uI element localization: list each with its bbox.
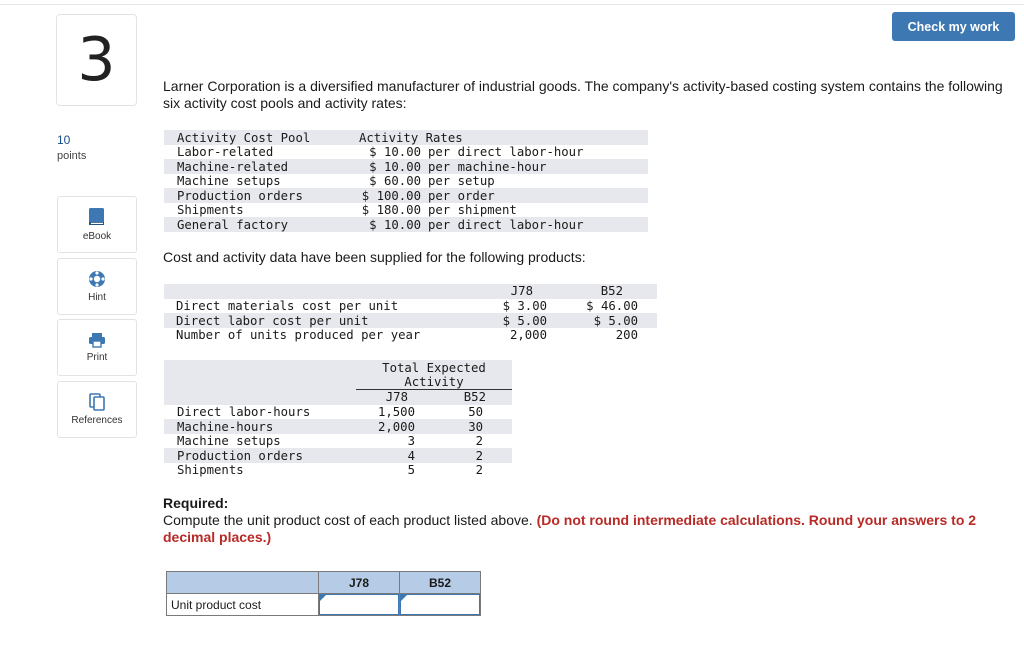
activity-b52-value: 2	[475, 434, 483, 448]
print-label: Print	[86, 352, 108, 363]
activity-label: Shipments	[177, 463, 244, 477]
costs-col-j78: J78	[510, 284, 533, 298]
rates-amount: $ 10.00	[369, 160, 421, 174]
points-label: points	[57, 150, 87, 162]
ebook-label: eBook	[82, 231, 112, 242]
costs-b52-value: $ 46.00	[586, 299, 638, 313]
references-icon	[89, 393, 105, 411]
activity-header-line1: Total Expected	[382, 361, 486, 375]
costs-j78-value: $ 5.00	[502, 314, 547, 328]
required-instruction: Compute the unit product cost of each product listed above.	[163, 512, 533, 528]
rates-unit: per direct labor-hour	[428, 218, 584, 232]
rates-pool: Shipments	[177, 203, 244, 217]
cost-data-sentence: Cost and activity data have been supplied for the following products:	[163, 249, 586, 265]
activity-b52-value: 2	[475, 449, 483, 463]
hint-button[interactable]	[57, 258, 137, 315]
activity-b52-value: 2	[475, 463, 483, 477]
rates-amount: $ 10.00	[369, 218, 421, 232]
rates-amount: $ 180.00	[361, 203, 421, 217]
activity-header-line2: Activity	[404, 375, 464, 389]
costs-col-b52: B52	[600, 284, 623, 298]
costs-label: Number of units produced per year	[176, 328, 421, 342]
activity-label: Machine-hours	[177, 420, 274, 434]
rates-amount: $ 10.00	[369, 145, 421, 159]
activity-b52-value: 30	[468, 420, 483, 434]
answer-col-b52: B52	[400, 572, 481, 594]
input-flag-icon	[401, 595, 407, 601]
activity-j78-value: 3	[407, 434, 415, 448]
activity-j78-value: 2,000	[377, 420, 415, 434]
answer-row	[167, 594, 481, 616]
costs-j78-value: $ 3.00	[502, 299, 547, 313]
rates-header-pool: Activity Cost Pool	[177, 131, 311, 145]
ebook-button[interactable]	[57, 196, 137, 253]
rates-amount: $ 100.00	[361, 189, 421, 203]
rates-unit: per machine-hour	[428, 160, 547, 174]
rates-pool: Labor-related	[177, 145, 274, 159]
costs-j78-value: 2,000	[509, 328, 547, 342]
hint-icon	[88, 270, 106, 288]
costs-b52-value: 200	[615, 328, 638, 342]
unit-product-cost-label: Unit product cost	[167, 594, 319, 616]
required-heading: Required:	[163, 495, 229, 511]
activity-label: Direct labor-hours	[177, 405, 311, 419]
b52-cell	[400, 594, 481, 616]
required-text	[163, 512, 1013, 546]
activity-label: Machine setups	[177, 434, 281, 448]
rates-pool: General factory	[177, 218, 289, 232]
activity-col-j78: J78	[385, 390, 408, 404]
j78-unit-cost-input[interactable]	[319, 594, 399, 615]
rates-amount: $ 60.00	[369, 174, 421, 188]
activity-b52-value: 50	[468, 405, 483, 419]
input-flag-icon	[320, 595, 326, 601]
book-icon	[88, 207, 106, 227]
rates-pool: Machine-related	[177, 160, 289, 174]
rates-pool: Machine setups	[177, 174, 281, 188]
references-label: References	[71, 415, 123, 426]
j78-cell	[319, 594, 400, 616]
question-number: 3	[56, 14, 137, 106]
rates-header-rates: Activity Rates	[359, 131, 463, 145]
print-button[interactable]	[57, 319, 137, 376]
activity-j78-value: 5	[407, 463, 415, 477]
rates-pool: Production orders	[177, 189, 303, 203]
activity-col-b52: B52	[463, 390, 486, 404]
references-button[interactable]	[57, 381, 137, 438]
costs-label: Direct labor cost per unit	[176, 314, 369, 328]
rates-unit: per direct labor-hour	[428, 145, 584, 159]
activity-j78-value: 1,500	[377, 405, 415, 419]
printer-icon	[88, 332, 106, 348]
check-my-work-button[interactable]: Check my work	[892, 12, 1015, 41]
problem-intro: Larner Corporation is a diversified manufacturer of industrial goods. The company's activity-based costing system contains the following six activity cost pools and activity rates:	[163, 78, 1003, 111]
b52-unit-cost-input[interactable]	[400, 594, 480, 615]
top-divider	[0, 4, 1024, 5]
activity-j78-value: 4	[407, 449, 415, 463]
activity-label: Production orders	[177, 449, 303, 463]
hint-label: Hint	[88, 292, 106, 303]
answer-col-j78: J78	[319, 572, 400, 594]
rounding-note: (Do not round intermediate calculations. Round your answers to 2 decimal places.)	[163, 512, 977, 545]
answer-header-blank	[167, 572, 319, 594]
rates-unit: per shipment	[428, 203, 517, 217]
costs-b52-value: $ 5.00	[593, 314, 638, 328]
rates-unit: per order	[428, 189, 495, 203]
costs-label: Direct materials cost per unit	[176, 299, 399, 313]
answer-table	[166, 571, 481, 616]
points-value: 10	[57, 133, 71, 147]
answer-header-row	[167, 572, 481, 594]
rates-unit: per setup	[428, 174, 495, 188]
